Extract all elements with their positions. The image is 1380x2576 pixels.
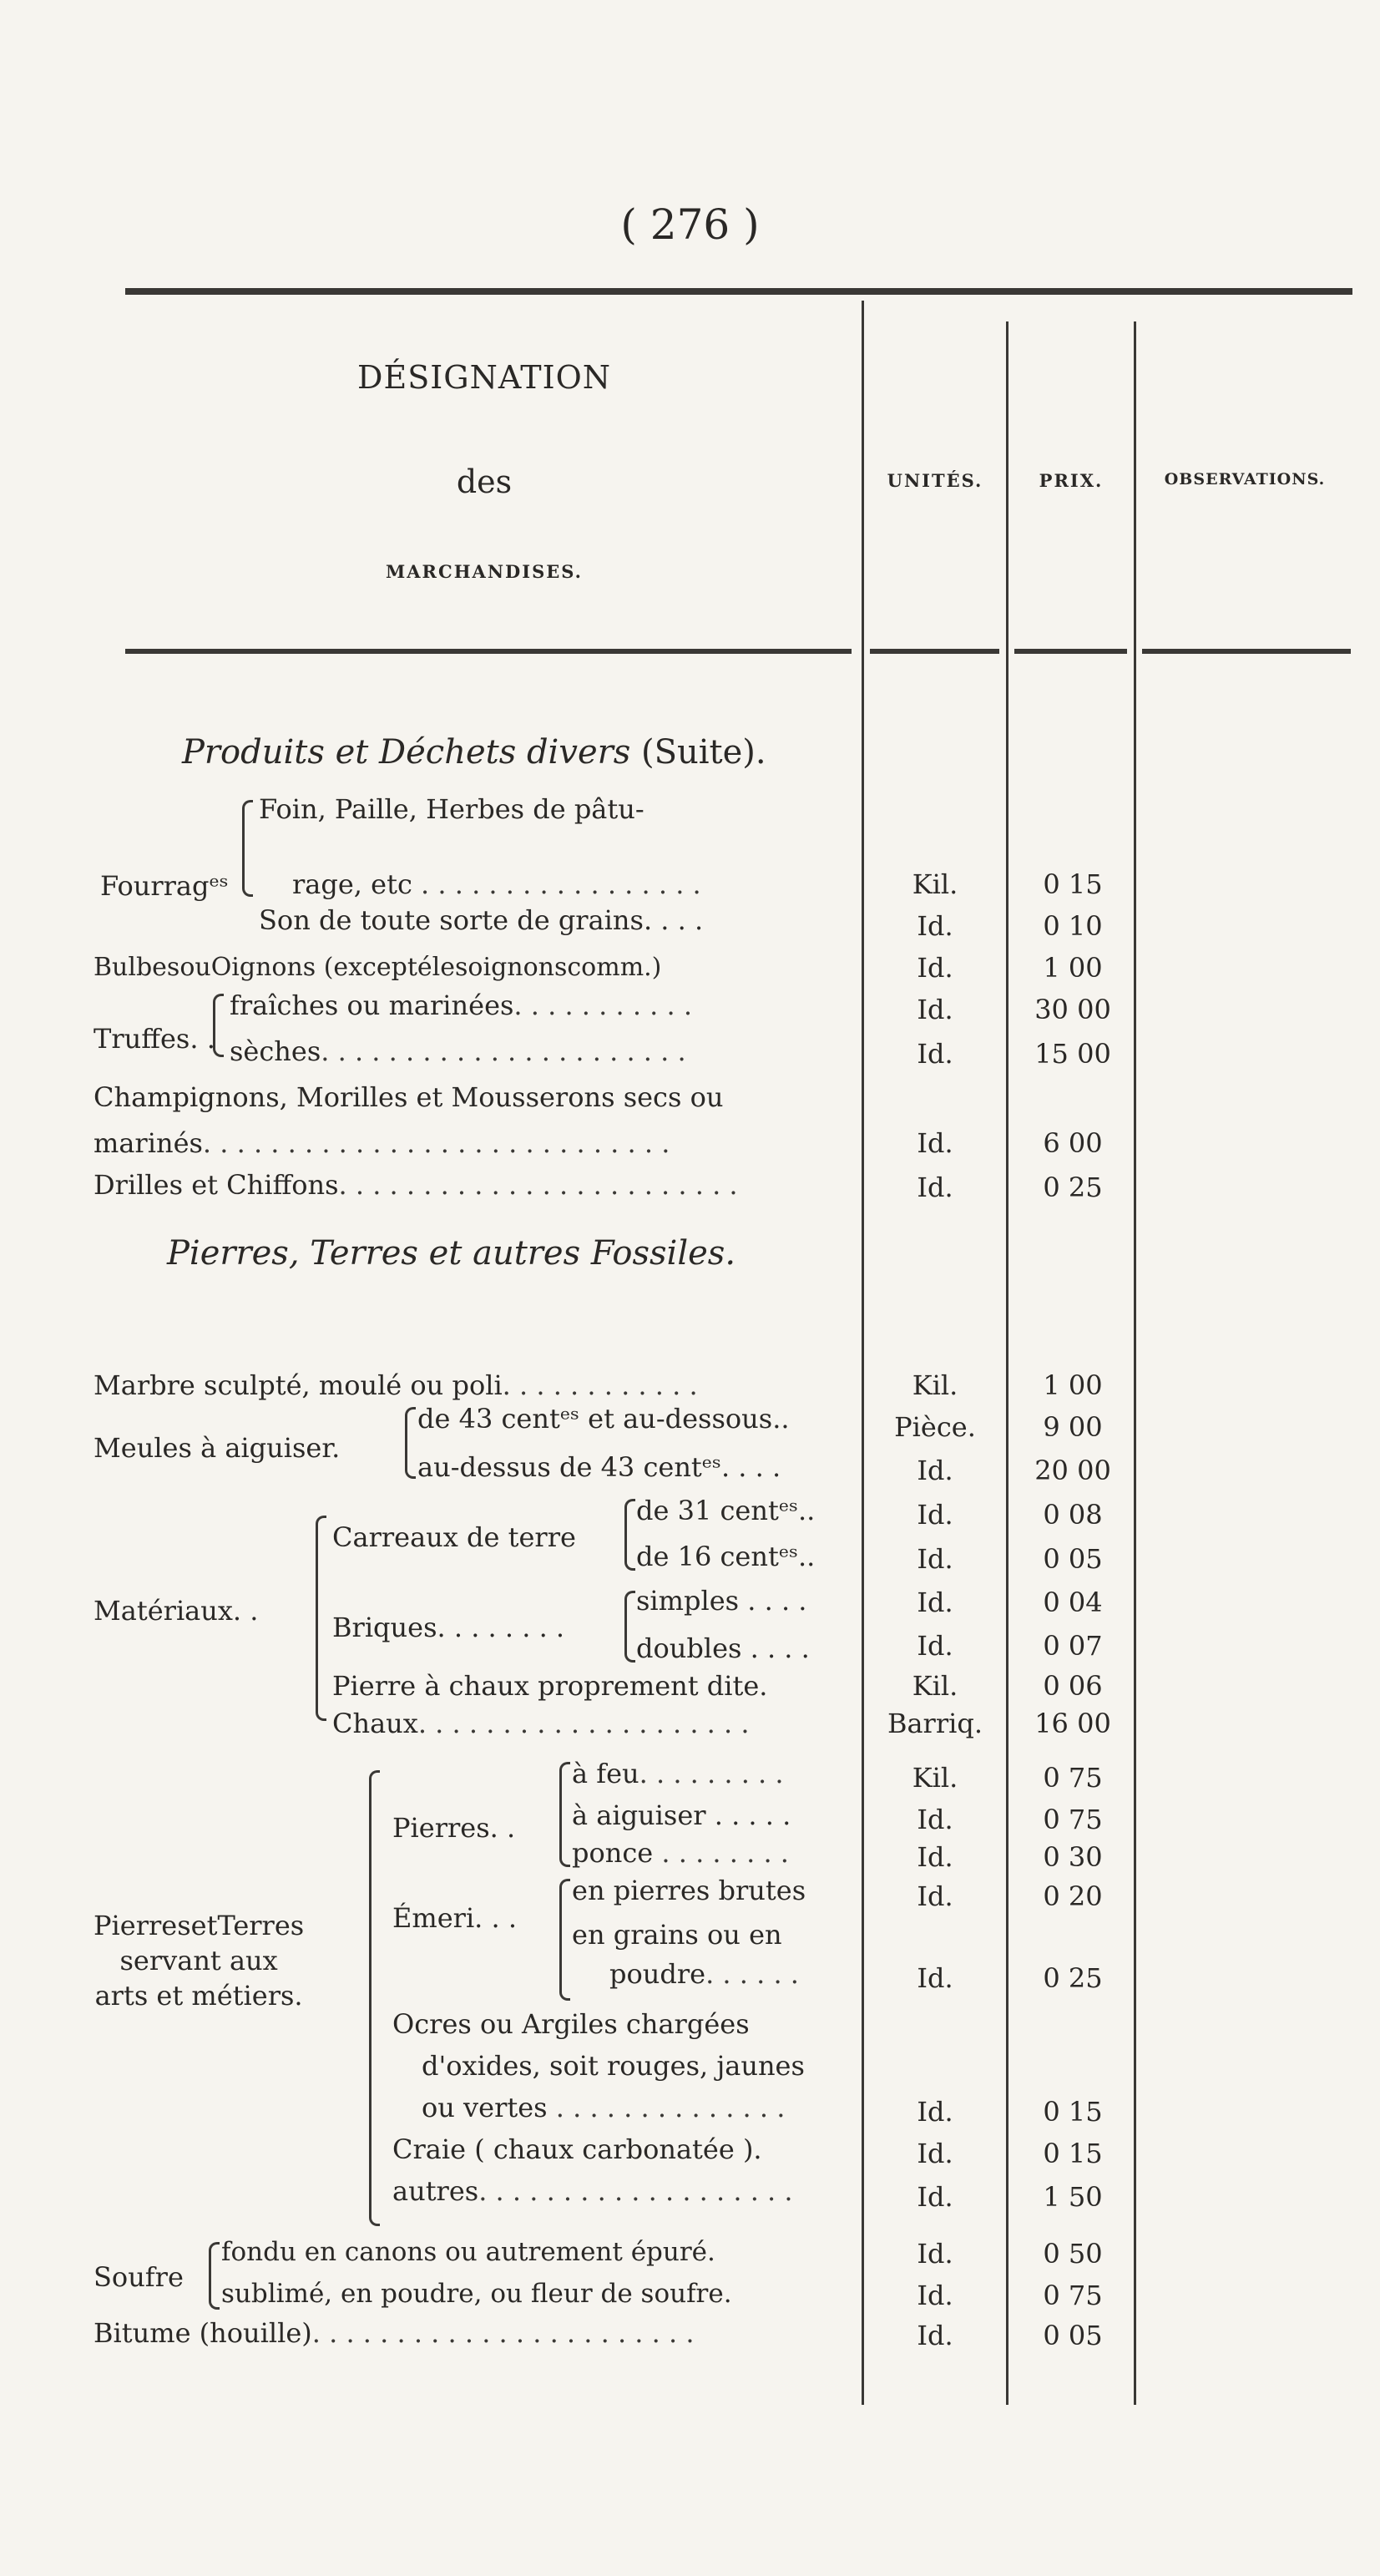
price-cell: 0 50 [1043, 2238, 1103, 2270]
price-cell: 0 30 [1043, 1841, 1103, 1873]
unit-cell: Pièce. [894, 1411, 976, 1443]
item-emeri-a: en pierres brutes [572, 1875, 806, 1906]
label-truffes: Truffes. . [94, 1023, 215, 1055]
label-fourrages: Fourragᵉˢ [100, 870, 229, 902]
header-des: des [456, 463, 513, 500]
label-pierres-terres-1: PierresetTerres [94, 1910, 305, 1941]
column-divider [1006, 321, 1008, 2405]
item-ocres-cont2: ou vertes . . . . . . . . . . . . . . [422, 2092, 786, 2123]
item-pierres-c: ponce . . . . . . . . [572, 1837, 789, 1869]
unit-cell: Barriq. [887, 1708, 983, 1739]
item-carreaux: Carreaux de terre [332, 1521, 576, 1553]
unit-cell: Id. [917, 2320, 953, 2351]
item-carreaux-a: de 31 centᵉˢ.. [636, 1495, 816, 1526]
item-autres-text: autres [392, 2175, 479, 2207]
unit-cell: Id. [917, 1455, 953, 1486]
brace [405, 1407, 416, 1479]
price-cell: 9 00 [1043, 1411, 1103, 1443]
item-bitume: Bitume (houille). . . . . . . . . . . . . . . . . . . . . . . [94, 2317, 695, 2349]
price-cell: 0 05 [1043, 2320, 1103, 2351]
price-cell: 0 15 [1043, 2096, 1103, 2128]
item-emeri-b-cont-text: poudre [609, 1958, 706, 1990]
item-drilles-text: Drilles et Chiffons [94, 1169, 339, 1201]
item-pierres-c-text: ponce [572, 1837, 654, 1869]
unit-cell: Id. [917, 2280, 953, 2311]
item-truffes-fraiches: fraîches ou marinées. . . . . . . . . . . [230, 989, 693, 1021]
item-foin-cont: rage, etc . . . . . . . . . . . . . . . . . [292, 868, 701, 900]
unit-cell: Kil. [912, 1369, 958, 1401]
price-cell: 1 50 [1043, 2181, 1103, 2213]
label-soufre: Soufre [94, 2261, 184, 2293]
brace [209, 2242, 220, 2310]
price-cell: 6 00 [1043, 1127, 1103, 1159]
item-ocres-cont2-text: ou vertes [422, 2092, 548, 2123]
section-title-produits [182, 733, 766, 772]
brace [213, 994, 224, 1057]
item-bitume-text: Bitume (houille) [94, 2317, 312, 2349]
price-cell: 0 07 [1043, 1630, 1103, 1662]
item-champignons: Champignons, Morilles et Mousserons secs ou [94, 1081, 724, 1113]
label-materiaux: Matériaux. . [94, 1595, 259, 1627]
unit-cell: Id. [917, 1543, 953, 1575]
brace [624, 1499, 635, 1571]
unit-cell: Kil. [912, 1670, 958, 1702]
item-pierres-a-text: à feu [572, 1758, 639, 1789]
item-son: Son de toute sorte de grains. . . . [259, 904, 704, 936]
unit-cell: Id. [917, 994, 953, 1025]
price-cell: 20 00 [1034, 1455, 1111, 1486]
header-marchandises: MARCHANDISES. [386, 561, 583, 582]
item-autres: autres. . . . . . . . . . . . . . . . . . . [392, 2175, 793, 2207]
item-foin: Foin, Paille, Herbes de pâtu- [259, 793, 645, 825]
price-cell: 0 06 [1043, 1670, 1103, 1702]
item-briques: Briques. . . . . . . . [332, 1612, 565, 1643]
price-cell: 0 25 [1043, 1172, 1103, 1203]
brace [242, 800, 253, 897]
label-pierres-terres-3: arts et métiers. [94, 1980, 303, 2012]
price-cell: 0 75 [1043, 1762, 1103, 1794]
item-truffes-fraiches-text: fraîches ou marinées [230, 989, 514, 1021]
item-champignons-cont: marinés. . . . . . . . . . . . . . . . . . . . . . . . . . . . [94, 1127, 670, 1159]
header-rule [1142, 649, 1351, 654]
item-carreaux-b: de 16 centᵉˢ.. [636, 1541, 816, 1572]
brace [624, 1591, 635, 1663]
item-briques-b: doubles . . . . [636, 1632, 810, 1664]
item-marbre: Marbre sculpté, moulé ou poli. . . . . . . . . . . . [94, 1369, 698, 1401]
item-drilles: Drilles et Chiffons. . . . . . . . . . . . . . . . . . . . . . . . [94, 1169, 738, 1201]
unit-cell: Id. [917, 1038, 953, 1070]
section-title-pierres: Pierres, Terres et autres Fossiles. [167, 1234, 736, 1273]
price-cell: 16 00 [1034, 1708, 1111, 1739]
price-cell: 0 15 [1043, 2138, 1103, 2169]
unit-cell: Id. [917, 2096, 953, 2128]
item-briques-a: simples . . . . [636, 1585, 807, 1617]
header-rule [1014, 649, 1127, 654]
unit-cell: Id. [917, 1587, 953, 1618]
brace [559, 1879, 570, 2001]
price-cell: 0 04 [1043, 1587, 1103, 1618]
page-number: ( 276 ) [620, 200, 760, 249]
unit-cell: Id. [917, 2181, 953, 2213]
unit-cell: Id. [917, 1127, 953, 1159]
item-meules-a: de 43 centᵉˢ et au-dessous.. [417, 1403, 790, 1435]
unit-cell: Id. [917, 952, 953, 984]
unit-cell: Id. [917, 1499, 953, 1531]
unit-cell: Kil. [912, 868, 958, 900]
header-rule [870, 649, 999, 654]
item-truffes-seches-text: sèches [230, 1035, 321, 1067]
item-ocres: Ocres ou Argiles chargées [392, 2008, 750, 2040]
unit-cell: Kil. [912, 1762, 958, 1794]
item-soufre-b: sublimé, en poudre, ou fleur de soufre. [221, 2279, 732, 2309]
brace [559, 1762, 570, 1867]
item-pierres: Pierres. . [392, 1812, 516, 1844]
column-divider [862, 301, 864, 2405]
header-observations: OBSERVATIONS. [1164, 470, 1326, 488]
price-cell: 0 10 [1043, 910, 1103, 942]
unit-cell: Id. [917, 1880, 953, 1912]
item-champignons-cont-text: marinés [94, 1127, 203, 1159]
unit-cell: Id. [917, 1630, 953, 1662]
header-unites: UNITÉS. [887, 470, 983, 491]
price-cell: 0 05 [1043, 1543, 1103, 1575]
unit-cell: Id. [917, 1841, 953, 1873]
price-cell: 0 08 [1043, 1499, 1103, 1531]
label-pierres-terres [94, 1908, 304, 2013]
unit-cell: Id. [917, 910, 953, 942]
unit-cell: Id. [917, 1172, 953, 1203]
item-ocres-cont: d'oxides, soit rouges, jaunes [422, 2050, 805, 2082]
item-pierre-chaux: Pierre à chaux proprement dite. [332, 1670, 768, 1702]
column-divider [1134, 321, 1136, 2405]
item-emeri-b: en grains ou en [572, 1919, 782, 1951]
header-designation: DÉSIGNATION [357, 359, 611, 396]
price-cell: 0 75 [1043, 2280, 1103, 2311]
item-truffes-seches: sèches. . . . . . . . . . . . . . . . . . . . . . [230, 1035, 686, 1067]
item-emeri-b-cont: poudre. . . . . . [609, 1958, 799, 1990]
price-cell: 0 15 [1043, 868, 1103, 900]
section-title-suite: (Suite). [640, 733, 766, 772]
item-bulbes: BulbesouOignons (exceptélesoignonscomm.) [94, 953, 662, 982]
price-cell: 1 00 [1043, 952, 1103, 984]
price-cell: 0 20 [1043, 1880, 1103, 1912]
item-soufre-a: fondu en canons ou autrement épuré. [221, 2237, 715, 2267]
label-pierres-terres-2: servant aux [119, 1945, 278, 1976]
price-cell: 1 00 [1043, 1369, 1103, 1401]
item-marbre-text: Marbre sculpté, moulé ou poli [94, 1369, 503, 1401]
unit-cell: Id. [917, 1804, 953, 1835]
item-emeri: Émeri. . . [392, 1902, 518, 1934]
price-cell: 30 00 [1034, 994, 1111, 1025]
brace [316, 1516, 326, 1721]
header-prix: PRIX. [1039, 470, 1104, 491]
price-cell: 15 00 [1034, 1038, 1111, 1070]
item-chaux-text: Chaux [332, 1708, 418, 1739]
item-foin-cont-text: rage, etc [292, 868, 412, 900]
item-meules-b: au-dessus de 43 centᵉˢ. . . . [417, 1451, 781, 1483]
item-pierres-a: à feu. . . . . . . . . [572, 1758, 784, 1789]
item-chaux: Chaux. . . . . . . . . . . . . . . . . . . . [332, 1708, 750, 1739]
brace [369, 1770, 380, 2226]
label-meules: Meules à aiguiser. [94, 1432, 341, 1464]
header-rule [125, 649, 852, 654]
top-rule [125, 288, 1352, 295]
item-pierres-b: à aiguiser . . . . . [572, 1799, 791, 1831]
unit-cell: Id. [917, 2238, 953, 2270]
item-craie: Craie ( chaux carbonatée ). [392, 2133, 762, 2165]
price-cell: 0 25 [1043, 1962, 1103, 1994]
section-title-text: Produits et Déchets divers [182, 733, 631, 772]
unit-cell: Id. [917, 1962, 953, 1994]
unit-cell: Id. [917, 2138, 953, 2169]
price-cell: 0 75 [1043, 1804, 1103, 1835]
